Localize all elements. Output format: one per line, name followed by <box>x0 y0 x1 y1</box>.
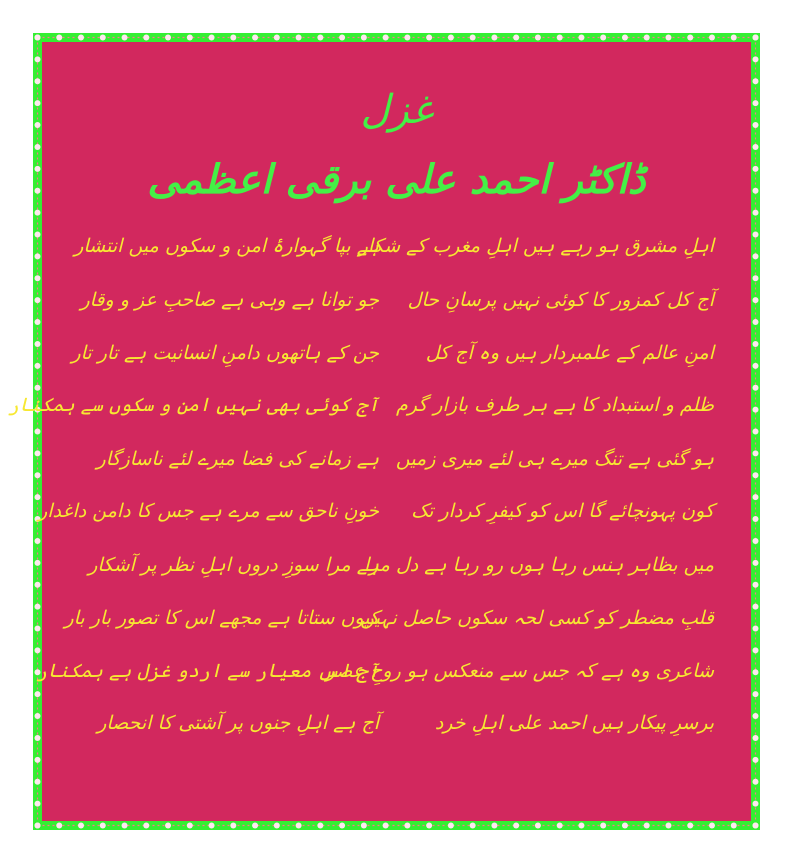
couplet-8-second-line: کیوں ستاتا ہے مجھے اس کا تصور بار بار <box>64 607 379 629</box>
couplet-6-first-line: کون پہونچائے گا اس کو کیفرِ کردار تک <box>411 500 714 522</box>
couplet-2-second-line: جو توانا ہے وہی ہے صاحبِ عز و وقار <box>80 289 379 311</box>
couplet-5-first-line: ہو گئی ہے تنگ میرے ہی لئے میری زمیں <box>395 448 714 470</box>
couplet-9-second-line: آج اس معیار سے اردو غزل ہے ہمکنار <box>36 660 379 682</box>
poem-frame <box>7 33 760 830</box>
couplet-7-second-line: ہے مرا سوزِ دروں اہلِ نظر پر آشکار <box>88 554 379 576</box>
couplet-1-second-line: ہے بپا گہوارۂ امن و سکوں میں انتشار <box>74 235 379 257</box>
couplet-3-first-line: امنِ عالم کے علمبردار ہیں وہ آج کل <box>425 342 714 364</box>
poem-title: غزل <box>360 87 433 133</box>
couplet-6-second-line: خونِ ناحق سے مرے ہے جس کا دامن داغدار <box>38 500 379 522</box>
couplet-8-first-line: قلبِ مضطر کو کسی لحہ سکوں حاصل نہیں <box>360 607 714 629</box>
couplet-10-second-line: آج ہے اہلِ جنوں پر آشتی کا انحصار <box>97 712 379 734</box>
poem-author: ڈاکٹر احمد علی برقی اعظمی <box>147 157 646 203</box>
couplet-7-first-line: میں بظاہر ہنس رہا ہوں رو رہا ہے دل مرا <box>363 554 714 576</box>
poem-panel <box>7 42 751 821</box>
couplet-3-second-line: جن کے ہاتھوں دامنِ انسانیت ہے تار تار <box>71 342 379 364</box>
couplet-1-first-line: اہلِ مشرق ہو رہے ہیں اہلِ مغرب کے شکار <box>358 235 714 257</box>
couplet-9-first-line: شاعری وہ ہے کہ جس سے منعکس ہو روحِ عصر <box>325 660 714 682</box>
couplet-5-second-line: ہے زمانے کی فضا میرے لئے ناسازگار <box>96 448 379 470</box>
couplet-10-first-line: برسرِ پیکار ہیں احمد علی اہلِ خرد <box>434 712 714 734</box>
couplet-4-second-line: آج کوئی بھی نہیں امن و سکوں سے ہمکنار <box>7 394 379 416</box>
couplet-2-first-line: آج کل کمزور کا کوئی نہیں پرسانِ حال <box>407 289 714 311</box>
couplet-4-first-line: ظلم و استبداد کا ہے ہر طرف بازار گرم <box>396 394 714 416</box>
